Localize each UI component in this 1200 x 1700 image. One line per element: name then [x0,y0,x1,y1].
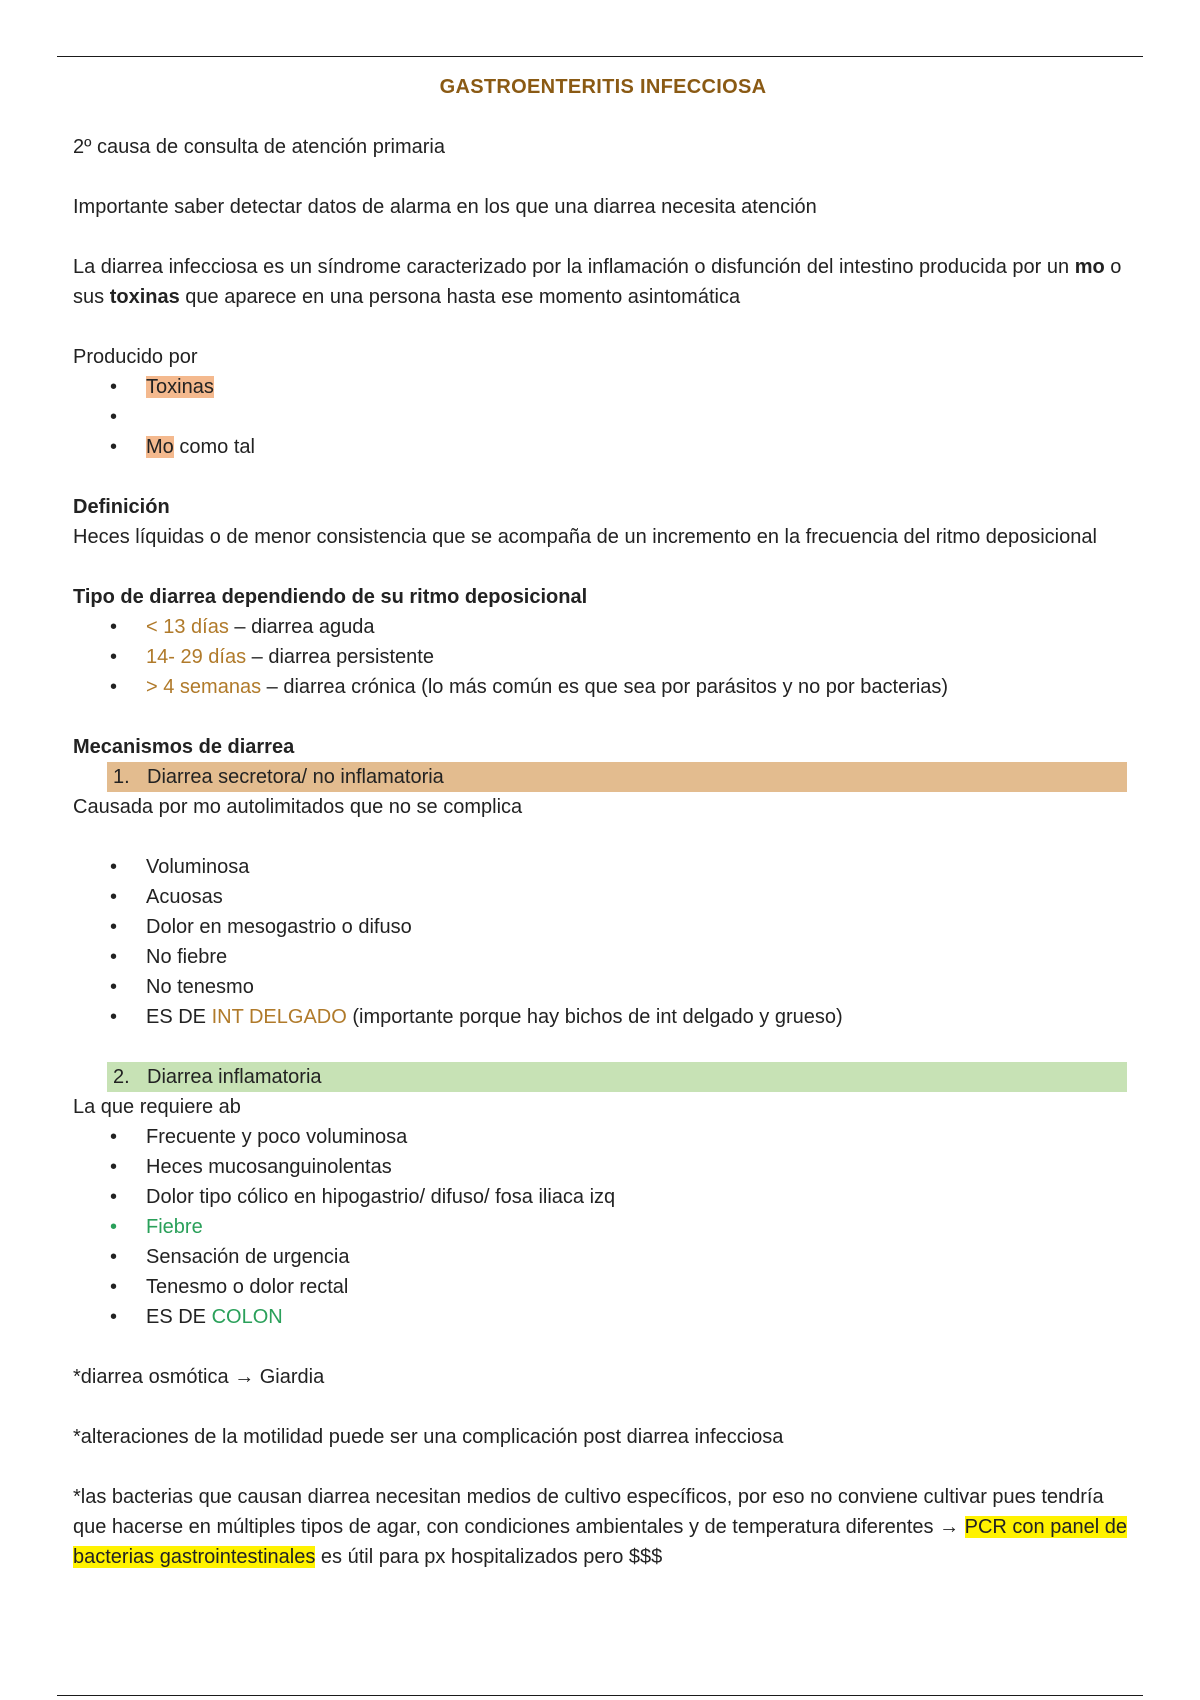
intro-line-2: Importante saber detectar datos de alarma en los que una diarrea necesita atención [73,196,817,218]
inflamatoria-list [73,1122,1133,1332]
def-bold-mo: mo [1074,256,1105,278]
def-text-post: que aparece en una persona hasta ese momento asintomática [179,286,741,308]
list-item: • No fiebre [73,942,1133,972]
def-text-mid: o sus [73,256,1122,308]
list-item [73,432,1133,462]
list-item: • Fiebre [73,1212,1133,1242]
intro-line-1: 2º causa de consulta de atención primaria [73,136,445,158]
list-item: • 14- 29 días – diarrea persistente [73,642,1133,672]
document-body [73,72,1133,1572]
def-text-pre: La diarrea infecciosa es un síndrome caracterizado por la inflamación o disfunción del intestino producida por un [73,256,1075,278]
definition-paragraph [73,252,1133,312]
list-item: • Dolor en mesogastrio o difuso [73,912,1133,942]
mecanismos-heading: Mecanismos de diarrea [73,736,295,758]
list-item: • > 4 semanas – diarrea crónica (lo más común es que sea por parásitos y no por bacterias) [73,672,1133,702]
list-item: • ES DE COLON [73,1302,1133,1332]
list-item: • Sensación de urgencia [73,1242,1133,1272]
producido-item-mo: Mo [146,436,174,458]
producido-label: Producido por [73,346,198,368]
arrow-icon: → [939,1516,960,1538]
list-item: • No tenesmo [73,972,1133,1002]
producido-item-toxinas: Toxinas [146,376,214,398]
pcr-highlight: PCR con panel de bacterias gastrointestinales [73,1516,1127,1568]
definicion-text: Heces líquidas o de menor consistencia que se acompaña de un incremento en la frecuencia del ritmo deposicional [73,526,1097,548]
definicion-heading: Definición [73,496,170,518]
list-item: • ES DE INT DELGADO (importante porque hay bichos de int delgado y grueso) [73,1002,1133,1032]
secretora-label: Diarrea secretora/ no inflamatoria [147,766,444,788]
note-osmotica: *diarrea osmótica → Giardia [73,1366,325,1388]
list-item: • Voluminosa [73,852,1133,882]
list-item [73,372,1133,402]
producido-item-mo-rest: como tal [173,436,255,458]
list-item: • Heces mucosanguinolentas [73,1152,1133,1182]
list-item: • Acuosas [73,882,1133,912]
tipo-heading: Tipo de diarrea dependiendo de su ritmo deposicional [73,586,588,608]
list-item: • Tenesmo o dolor rectal [73,1272,1133,1302]
tipo-list [73,612,1133,702]
producido-list [73,372,1133,462]
note-bacterias: *las bacterias que causan diarrea necesitan medios de cultivo específicos, por eso no conviene cultivar pues tendría que hacerse en múltiples tipos de agar, con condiciones ambientales y de temperatura diferentes → PCR con panel de bacterias gastrointestinales es útil para px hospitalizados pero $$$ [73,1486,1127,1568]
arrow-icon: → [234,1366,255,1388]
list-item: • < 13 días – diarrea aguda [73,612,1133,642]
top-rule [57,56,1143,57]
secretora-list [73,852,1133,1032]
page-title: GASTROENTERITIS INFECCIOSA [439,76,767,98]
bottom-rule [57,1695,1143,1696]
list-item: • Dolor tipo cólico en hipogastrio/ difuso/ fosa iliaca izq [73,1182,1133,1212]
secretora-heading-bar: 1. Diarrea secretora/ no inflamatoria [107,762,1127,792]
def-bold-toxinas: toxinas [109,286,180,308]
inflamatoria-label: Diarrea inflamatoria [147,1066,322,1088]
list-item: • Frecuente y poco voluminosa [73,1122,1133,1152]
inflamatoria-desc: La que requiere ab [73,1096,241,1118]
note-motilidad: *alteraciones de la motilidad puede ser una complicación post diarrea infecciosa [73,1426,784,1448]
inflamatoria-heading-bar: 2. Diarrea inflamatoria [107,1062,1127,1092]
secretora-desc: Causada por mo autolimitados que no se complica [73,796,523,818]
